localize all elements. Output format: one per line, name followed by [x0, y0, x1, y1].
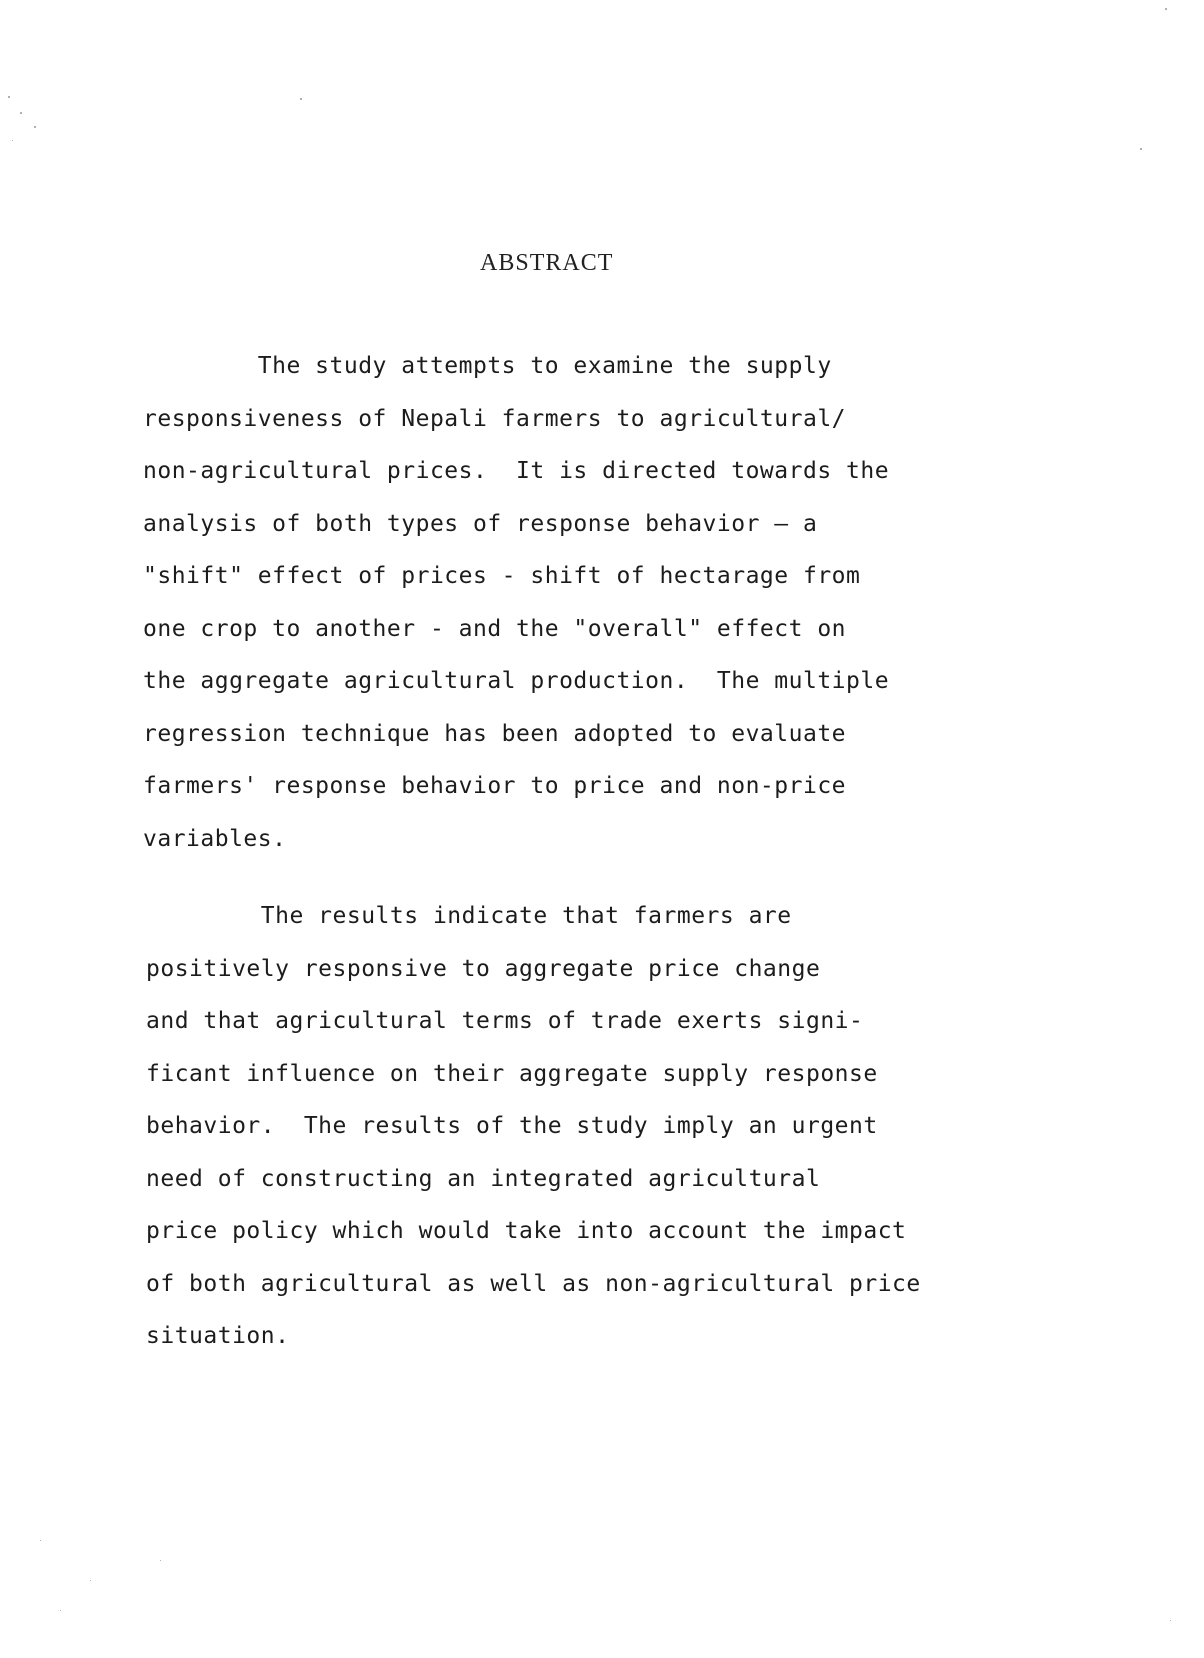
text-line: price policy which would take into account the impact [146, 1218, 907, 1244]
text-line: The study attempts to examine the supply [143, 353, 832, 379]
scan-speck [90, 1580, 91, 1581]
scan-speck [12, 140, 13, 141]
text-line: The results indicate that farmers are [146, 903, 792, 929]
text-line: "shift" effect of prices - shift of hectarage from [143, 563, 861, 589]
text-line: responsiveness of Nepali farmers to agricultural/ [143, 405, 847, 432]
text-line: need of constructing an integrated agricultural [146, 1165, 821, 1192]
text-line: farmers' response behavior to price and non-price [143, 773, 847, 799]
abstract-heading: ABSTRACT [480, 250, 614, 276]
text-line: behavior. The results of the study imply an urgent [146, 1113, 878, 1139]
text-line: positively responsive to aggregate price change [146, 955, 821, 982]
text-line: the aggregate agricultural production. The multiple [143, 668, 890, 694]
text-line: situation. [146, 1323, 290, 1349]
scan-speck [34, 126, 36, 128]
scan-speck [160, 1560, 161, 1561]
scan-speck [1165, 8, 1167, 10]
scan-speck [300, 98, 302, 100]
scan-speck [40, 1540, 41, 1541]
text-line: one crop to another - and the "overall" effect on [143, 615, 847, 642]
scan-speck [8, 96, 10, 98]
abstract-paragraph-1 [143, 340, 1043, 865]
text-line: of both agricultural as well as non-agricultural price [146, 1270, 921, 1297]
text-line: analysis of both types of response behavior — a [143, 510, 818, 537]
text-line: regression technique has been adopted to evaluate [143, 720, 847, 747]
scan-speck [1140, 148, 1142, 150]
scan-speck [60, 1610, 61, 1611]
abstract-paragraph-2 [146, 890, 1046, 1363]
text-line: non-agricultural prices. It is directed towards the [143, 458, 890, 484]
scan-speck [1170, 1620, 1171, 1621]
text-line: variables. [143, 825, 287, 852]
scan-speck [20, 112, 22, 114]
text-line: and that agricultural terms of trade exerts signi- [146, 1008, 864, 1034]
text-line: ficant influence on their aggregate supply response [146, 1060, 878, 1087]
